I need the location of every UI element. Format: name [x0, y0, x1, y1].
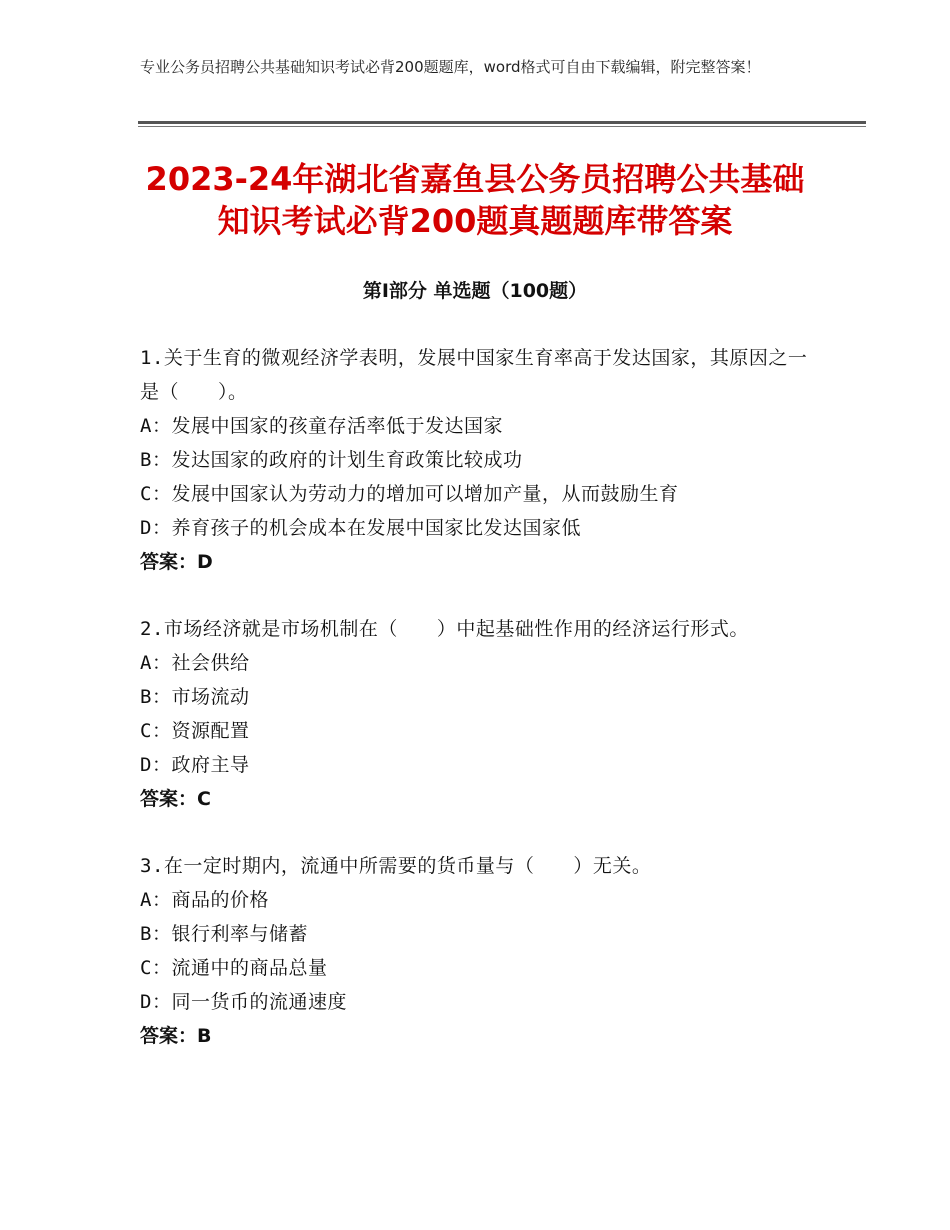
question-item — [140, 612, 820, 816]
question-stem: 2.市场经济就是市场机制在（ ）中起基础性作用的经济运行形式。 — [140, 618, 749, 640]
header-note: 专业公务员招聘公共基础知识考试必背200题题库，word格式可自由下载编辑，附完整答案！ — [140, 58, 761, 76]
question-option-a: A：发展中国家的孩童存活率低于发达国家 — [140, 415, 503, 437]
question-list — [140, 341, 820, 1086]
question-answer: 答案：C — [140, 788, 211, 810]
question-option-a: A：商品的价格 — [140, 889, 269, 911]
question-stem: 3.在一定时期内，流通中所需要的货币量与（ ）无关。 — [140, 855, 652, 877]
document-title: 2023-24年湖北省嘉鱼县公务员招聘公共基础知识考试必背200题真题题库带答案 — [145, 160, 805, 240]
question-stem: 1.关于生育的微观经济学表明，发展中国家生育率高于发达国家，其原因之一是（ ）。 — [140, 347, 808, 403]
question-item — [140, 341, 820, 579]
question-option-d: D：养育孩子的机会成本在发展中国家比发达国家低 — [140, 517, 581, 539]
header-divider — [138, 121, 866, 124]
question-option-d: D：同一货币的流通速度 — [140, 991, 347, 1013]
question-option-b: B：市场流动 — [140, 686, 250, 708]
question-option-b: B：发达国家的政府的计划生育政策比较成功 — [140, 449, 523, 471]
question-option-c: C：发展中国家认为劳动力的增加可以增加产量，从而鼓励生育 — [140, 483, 679, 505]
header-divider-thin — [138, 126, 866, 127]
question-item — [140, 849, 820, 1053]
question-answer: 答案：B — [140, 1025, 212, 1047]
question-option-c: C：资源配置 — [140, 720, 250, 742]
section-heading: 第Ⅰ部分 单选题（100题） — [362, 280, 588, 302]
question-option-a: A：社会供给 — [140, 652, 250, 674]
question-answer: 答案：D — [140, 551, 213, 573]
question-option-b: B：银行利率与储蓄 — [140, 923, 308, 945]
question-option-c: C：流通中的商品总量 — [140, 957, 328, 979]
question-option-d: D：政府主导 — [140, 754, 250, 776]
